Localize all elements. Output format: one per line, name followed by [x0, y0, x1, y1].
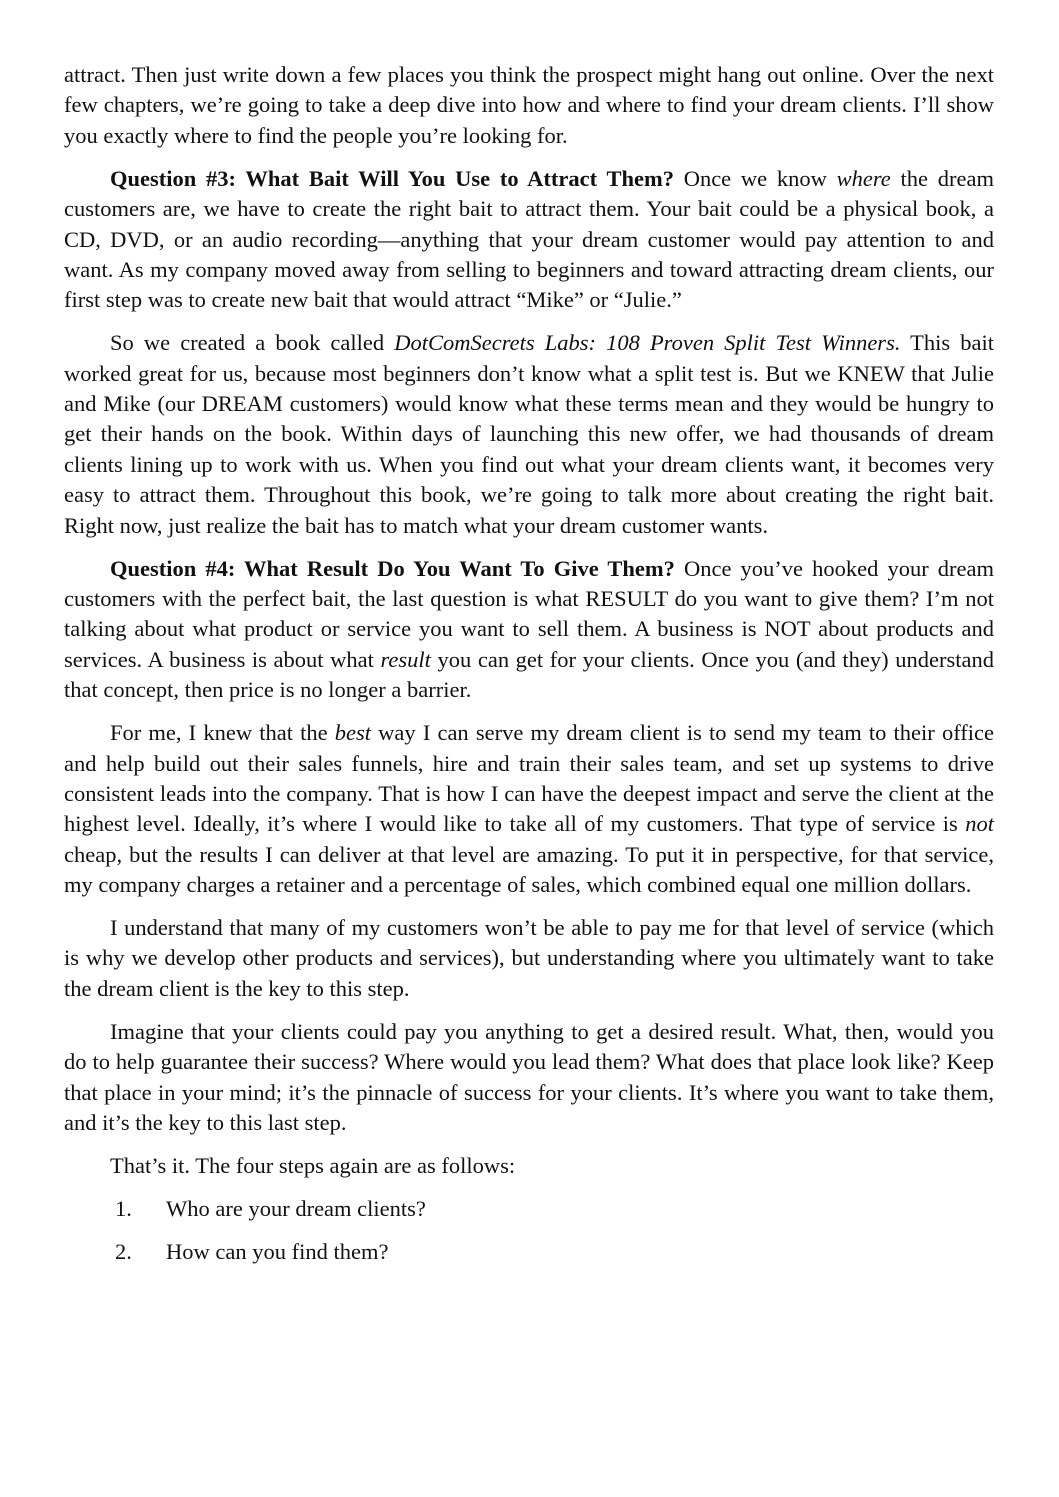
text-run: For me, I knew that the: [110, 720, 335, 746]
text-run: I understand that many of my customers won’t be able to pay me for that level of service (which is why we develop other products and services), but understanding where you ultimately want to take the dream client is the key to this step.: [64, 915, 994, 1001]
text-run: you can get for your clients. Once you (and they) understand that concept, then price is no longer a barrier.: [64, 646, 994, 703]
list-item: [64, 1237, 994, 1267]
list-item-number: 1.: [115, 1195, 132, 1221]
bold-heading: Question #3: What Bait Will You Use to Attract Them?: [110, 165, 674, 191]
text-run: Once you’ve hooked your dream customers with the perfect bait, the last question is what RESULT do you want to give them? I’m not talking about what product or service you want to sell them. A business is NOT about products and services. A business is about what: [64, 555, 994, 672]
four-steps-list: [64, 1194, 994, 1267]
emphasis-text: where: [836, 165, 891, 191]
emphasis-text: not: [965, 811, 994, 837]
emphasis-text: DotComSecrets Labs: 108 Proven Split Test Winners.: [394, 330, 901, 356]
text-run: attract. Then just write down a few places you think the prospect might hang out online. Over the next few chapters, we’re going to take a deep dive into how and where to find your dream clients. I’ll show you exactly where to find the people you’re looking for.: [64, 62, 994, 148]
emphasis-text: result: [380, 646, 431, 672]
text-run: way I can serve my dream client is to send my team to their office and help build out their sales funnels, hire and train their sales team, and set up systems to drive consistent leads into the company. That is how I can have the deepest impact and serve the client at the highest level. Ideally, it’s where I would like to take all of my customers. That type of service is: [64, 720, 994, 837]
paragraph: [64, 60, 994, 151]
text-run: This bait worked great for us, because most beginners don’t know what a split test is. But we KNEW that Julie and Mike (our DREAM customers) would know what these terms mean and they would be hungry to get their hands on the book. Within days of launching this new offer, we had thousands of dream clients lining up to work with us. When you find out what your dream clients want, it becomes very easy to attract them. Throughout this book, we’re going to talk more about creating the right bait. Right now, just realize the bait has to match what your dream customer wants.: [64, 330, 994, 538]
paragraph: [64, 1017, 994, 1139]
text-run: the dream customers are, we have to create the right bait to attract them. Your bait could be a physical book, a CD, DVD, or an audio recording—anything that your dream customer would pay attention to and want. As my company moved away from selling to beginners and toward attracting dream clients, our first step was to create new bait that would attract “Mike” or “Julie.”: [64, 165, 994, 313]
list-item-text: Who are your dream clients?: [166, 1195, 426, 1221]
paragraph: [64, 718, 994, 900]
paragraph-question-4: [64, 554, 994, 706]
text-run: cheap, but the results I can deliver at that level are amazing. To put it in perspective, for that service, my company charges a retainer and a percentage of sales, which combined equal one million dollars.: [64, 841, 994, 898]
list-item-number: 2.: [115, 1238, 132, 1264]
emphasis-text: best: [334, 720, 372, 746]
text-run: Once we know: [673, 165, 837, 191]
paragraph-list-intro: [64, 1151, 994, 1181]
paragraph: [64, 328, 994, 541]
text-run: So we created a book called: [110, 330, 395, 356]
text-run: Imagine that your clients could pay you anything to get a desired result. What, then, would you do to help guarantee their success? Where would you lead them? What does that place look like? Keep that place in your mind; it’s the pinnacle of success for your clients. It’s where you want to take them, and it’s the key to this last step.: [64, 1018, 994, 1135]
text-run: That’s it. The four steps again are as follows:: [110, 1152, 516, 1178]
paragraph-question-3: [64, 164, 994, 316]
book-page: [64, 60, 994, 1280]
bold-heading: Question #4: What Result Do You Want To Give Them?: [110, 555, 675, 581]
list-item: [64, 1194, 994, 1224]
paragraph: [64, 913, 994, 1004]
list-item-text: How can you find them?: [166, 1238, 389, 1264]
